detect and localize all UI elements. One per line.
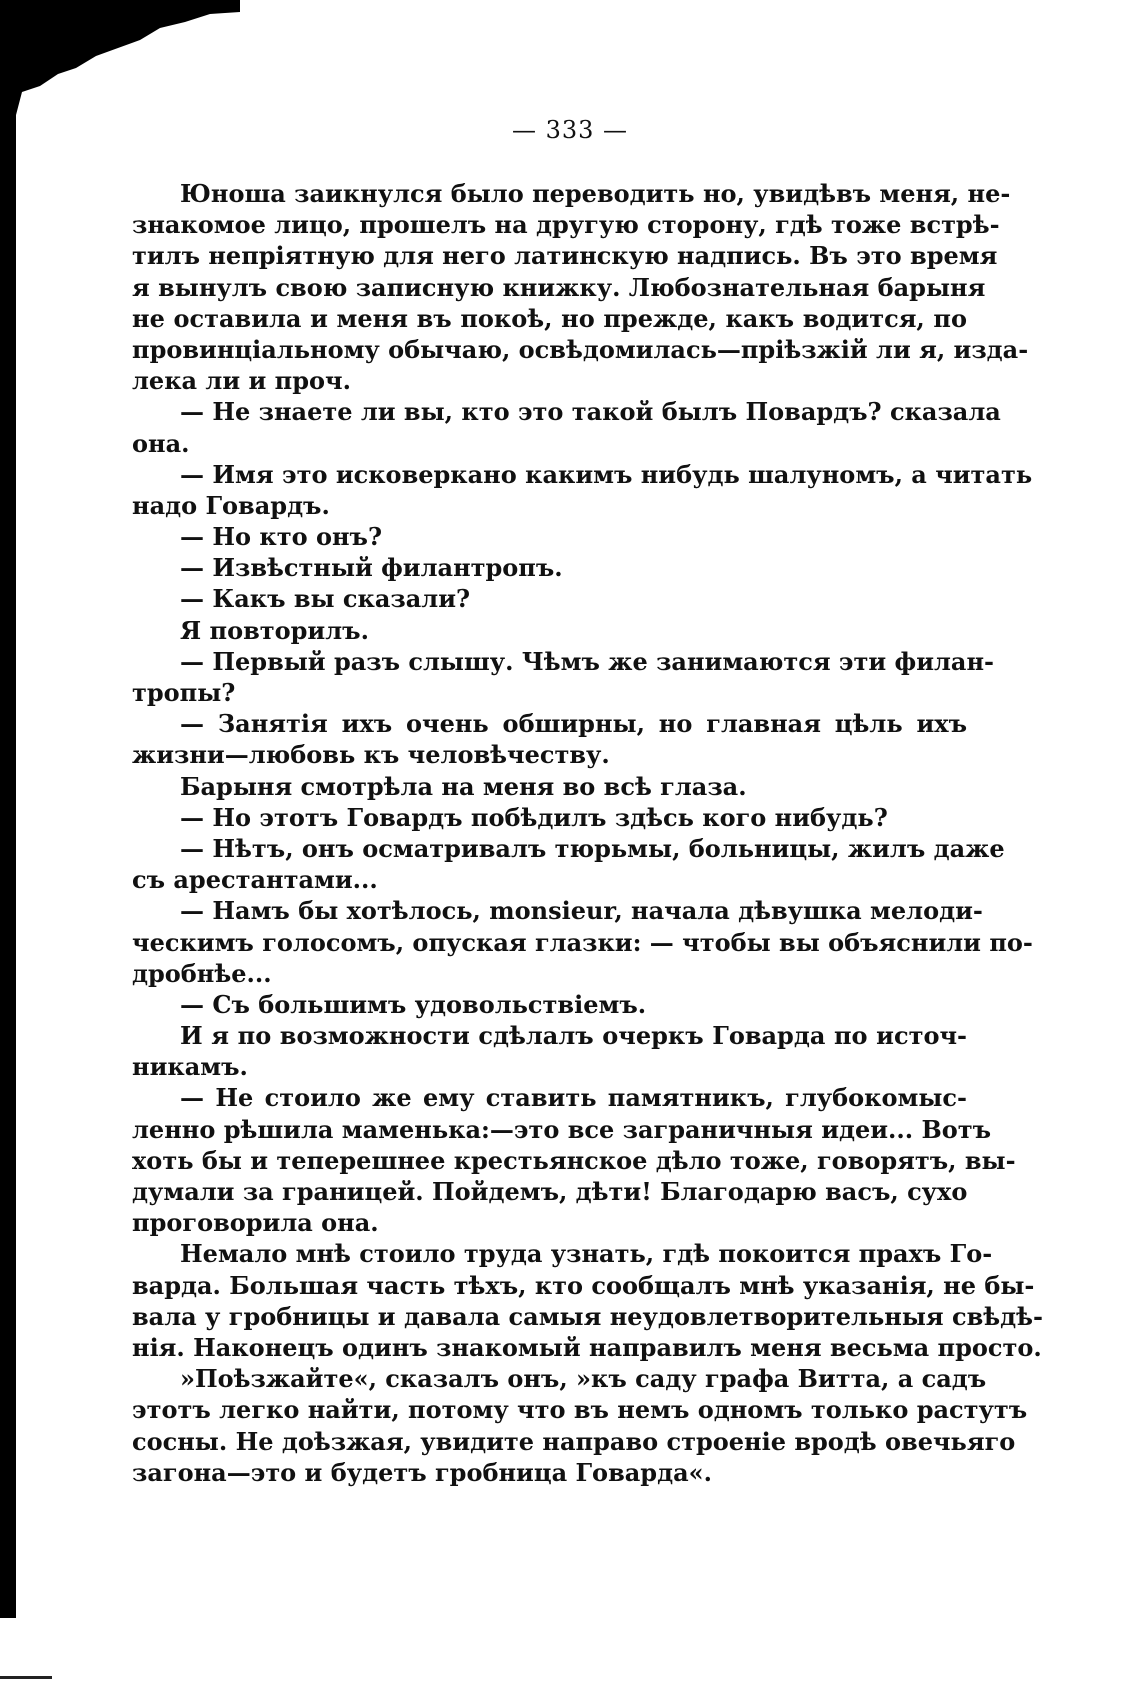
text-line: ческимъ голосомъ, опуская глазки: — чтобы вы объяснили по- xyxy=(132,927,1033,957)
text-line: проговорила она. xyxy=(132,1208,379,1238)
text-line: тилъ непріятную для него латинскую надпись. Въ это время xyxy=(132,241,998,271)
text-line: этотъ легко найти, потому что въ немъ одномъ только растутъ xyxy=(132,1395,1028,1425)
text-line: не оставила и меня въ покоѣ, но прежде, какъ водится, по xyxy=(132,303,967,333)
text-line: загона—это и будетъ гробница Говарда«. xyxy=(132,1457,712,1487)
text-line: надо Говардъ. xyxy=(132,490,330,520)
text-line: — Нѣтъ, онъ осматривалъ тюрьмы, больницы, жилъ даже xyxy=(180,833,1005,863)
text-line: думали за границей. Пойдемъ, дѣти! Благодарю васъ, сухо xyxy=(132,1177,968,1206)
text-line: Барыня смотрѣла на меня во всѣ глаза. xyxy=(180,771,747,801)
text-line: »Поѣзжайте«, сказалъ онъ, »къ саду графа Витта, а садъ xyxy=(180,1364,987,1394)
scan-dark-edge xyxy=(0,78,16,1618)
text-line: — Имя это исковеркано какимъ нибудь шалуномъ, а читать xyxy=(180,459,1033,489)
text-line: жизни—любовь къ человѣчеству. xyxy=(132,740,610,770)
text-line: Немало мнѣ стоило труда узнать, гдѣ покоится прахъ Го- xyxy=(180,1239,993,1269)
text-line: варда. Большая часть тѣхъ, кто сообщалъ мнѣ указанія, не бы- xyxy=(132,1270,1035,1300)
text-line: вала у гробницы и давала самыя неудовлетворительныя свѣдѣ- xyxy=(132,1301,1043,1331)
text-line: — Намъ бы хотѣлось, monsieur, начала дѣвушка мелоди- xyxy=(180,896,983,926)
text-line: — Не стоило же ему ставить памятникъ, глубокомыс- xyxy=(180,1083,967,1113)
text-line: — Съ большимъ удовольствіемъ. xyxy=(180,989,647,1019)
text-line: она. xyxy=(132,428,190,458)
text-line: — Занятія ихъ очень обширны, но главная цѣль ихъ xyxy=(180,709,967,739)
text-line: знакомое лицо, прошелъ на другую сторону, гдѣ тоже встрѣ- xyxy=(132,210,1000,240)
text-line: хоть бы и теперешнее крестьянское дѣло тоже, говорятъ, вы- xyxy=(132,1145,1016,1175)
text-line: дробнѣе... xyxy=(132,958,272,988)
text-line: — Но кто онъ? xyxy=(180,522,383,552)
text-line: Я повторилъ. xyxy=(180,615,369,645)
text-line: я вынулъ свою записную книжку. Любознательная барыня xyxy=(132,272,986,302)
text-line: сосны. Не доѣзжая, увидите направо строеніе вродѣ овечьяго xyxy=(132,1426,1016,1456)
text-line: И я по возможности сдѣлалъ очеркъ Говарда по источ- xyxy=(180,1021,967,1051)
text-line: тропы? xyxy=(132,678,236,707)
scan-bottom-mark xyxy=(0,1676,52,1679)
text-line: — Не знаете ли вы, кто это такой былъ Повардъ? сказала xyxy=(180,397,1001,427)
text-line: Юноша заикнулся было переводить но, увидѣвъ меня, не- xyxy=(180,179,1011,208)
text-body xyxy=(132,178,1043,1488)
text-line: съ арестантами... xyxy=(132,865,378,895)
text-line: никамъ. xyxy=(132,1052,248,1082)
text-line: ленно рѣшила маменька:—это все заграничныя идеи... Вотъ xyxy=(132,1114,992,1144)
text-line: — Извѣстный филантропъ. xyxy=(180,553,563,583)
text-line: — Какъ вы сказали? xyxy=(180,584,471,614)
text-line: нія. Наконецъ одинъ знакомый направилъ меня весьма просто. xyxy=(132,1332,1042,1362)
text-line: — Первый разъ слышу. Чѣмъ же занимаются эти филан- xyxy=(180,646,994,676)
text-line: — Но этотъ Говардъ побѣдилъ здѣсь кого нибудь? xyxy=(180,802,888,832)
scan-corner-blot xyxy=(0,0,240,115)
text-line: лека ли и проч. xyxy=(132,366,351,396)
text-line: провинціальному обычаю, освѣдомилась—пріѣзжій ли я, изда- xyxy=(132,334,1029,364)
page-number: — 333 — xyxy=(511,116,629,144)
